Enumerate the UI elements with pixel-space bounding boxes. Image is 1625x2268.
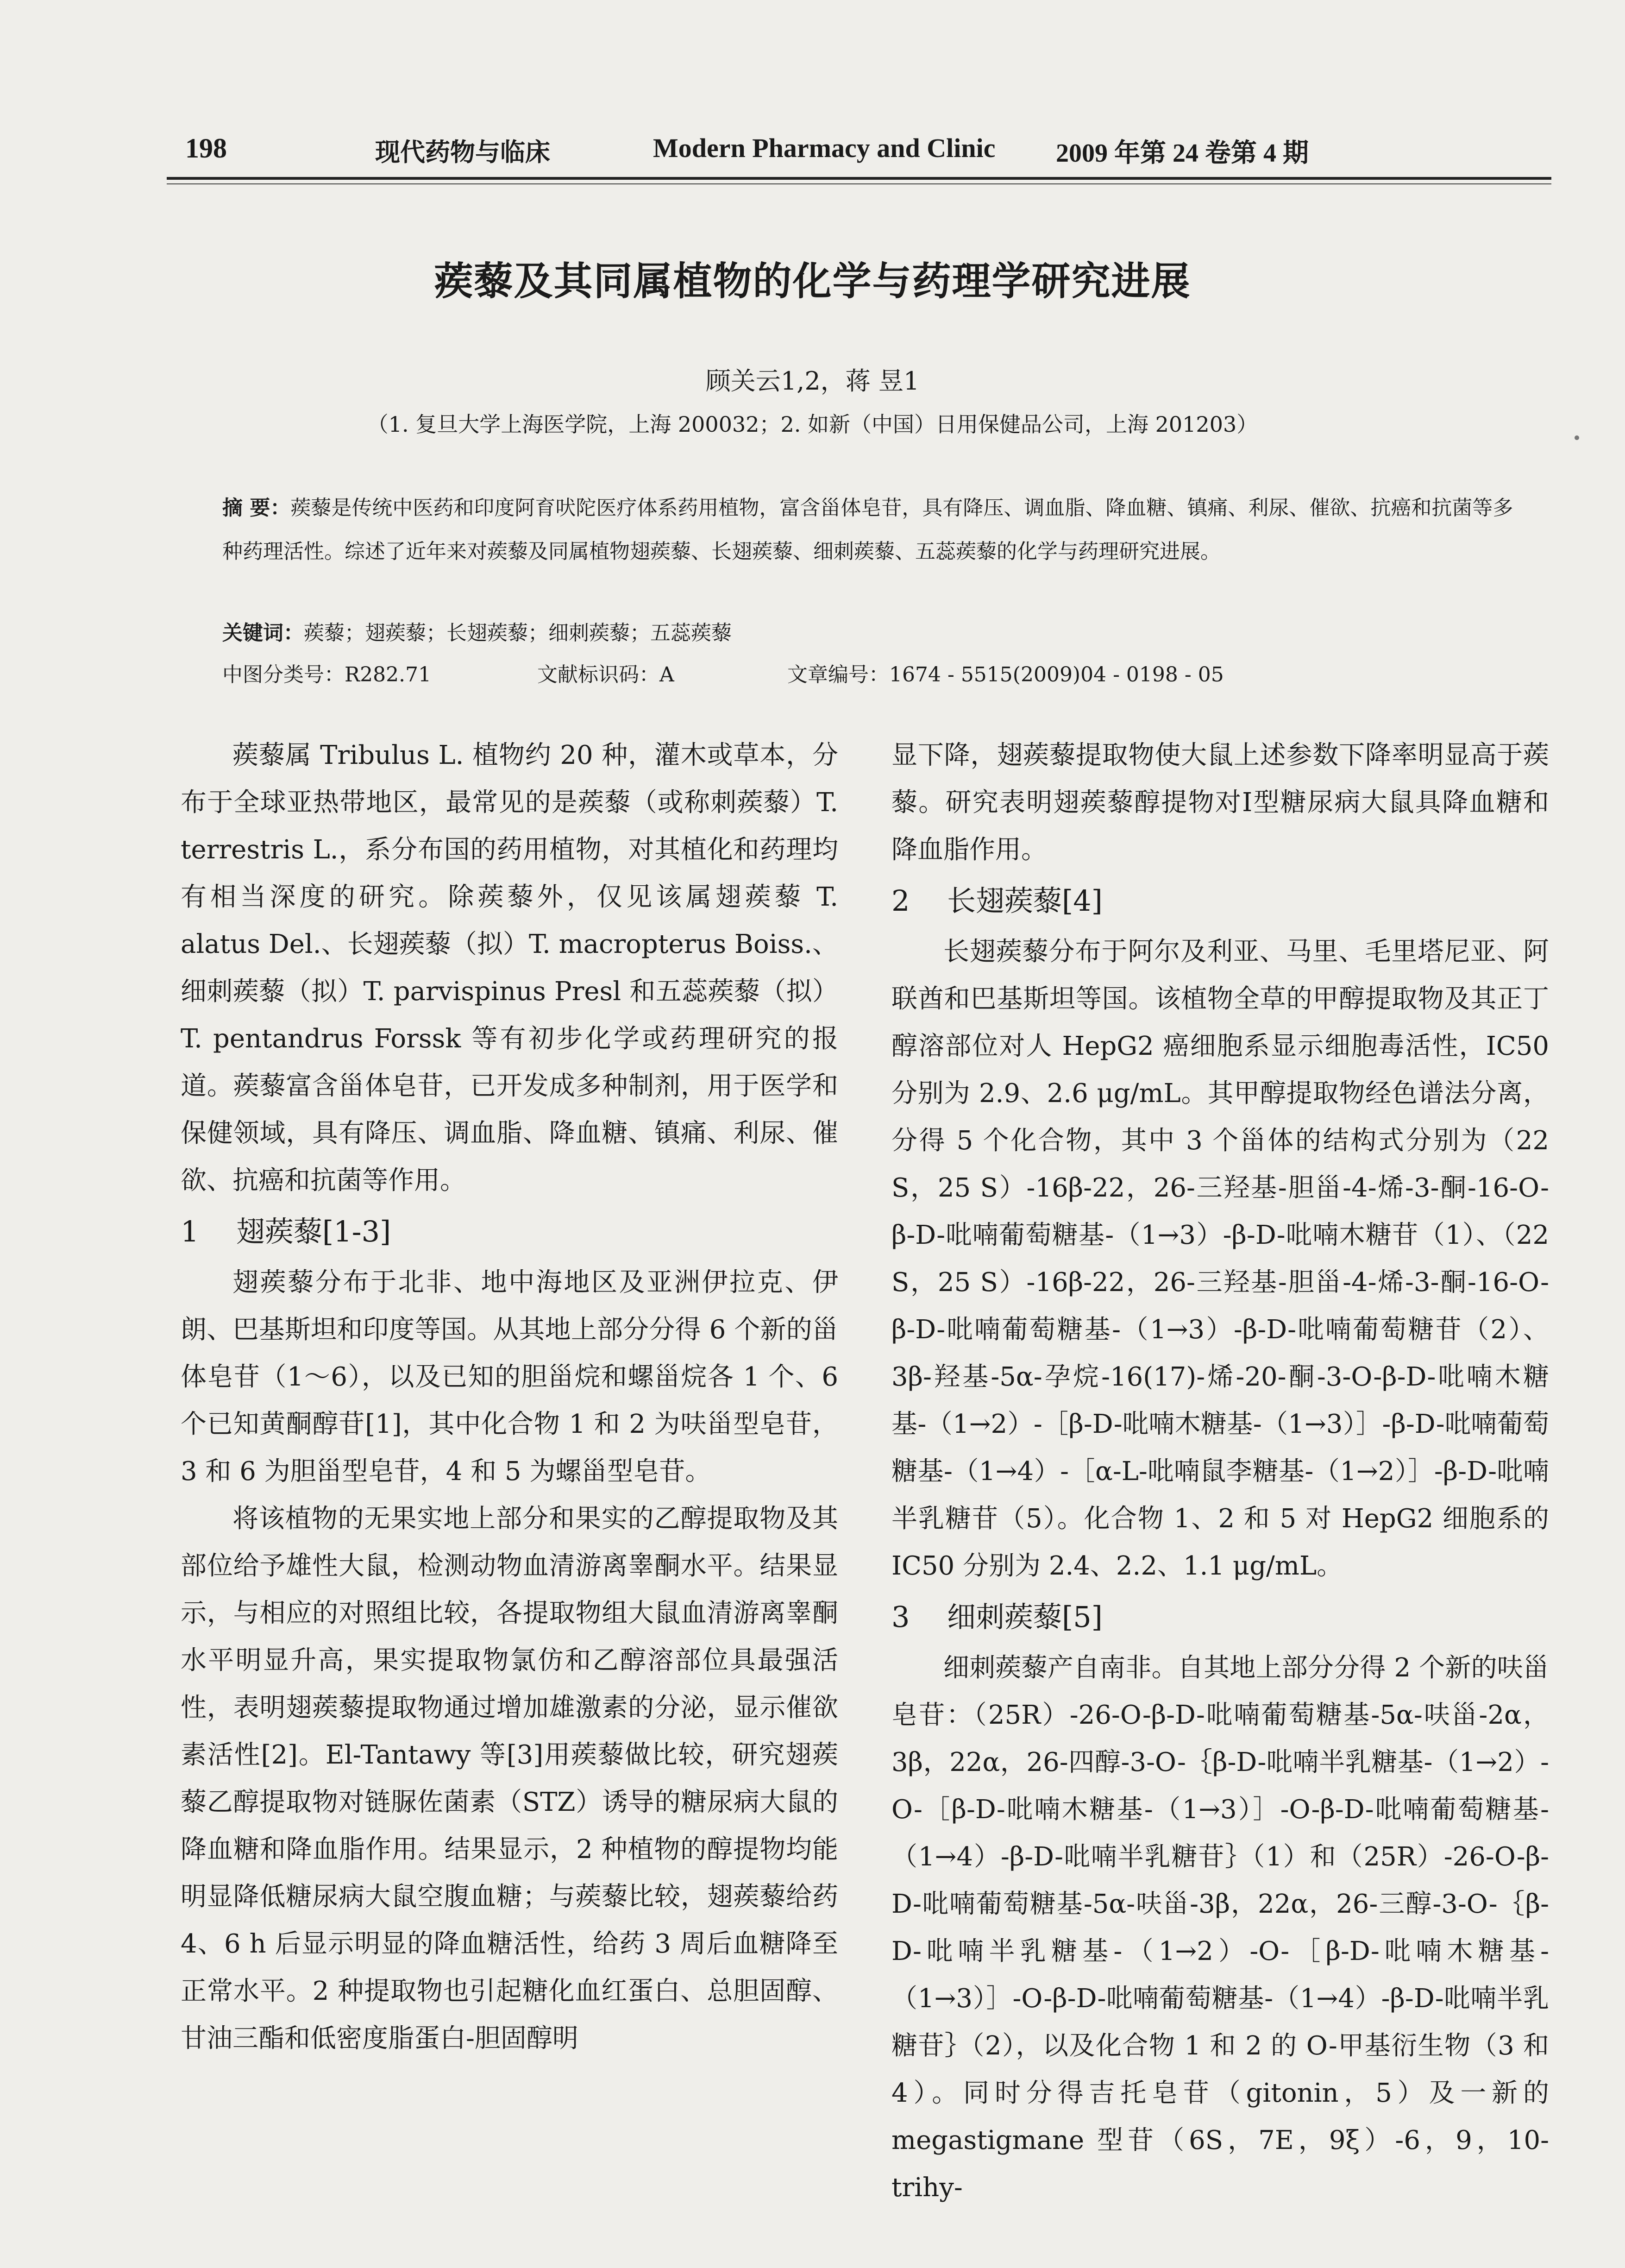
continued-paragraph: 显下降，翅蒺藜提取物使大鼠上述参数下降率明显高于蒺藜。研究表明翅蒺藜醇提物对Ⅰ型糖尿病大鼠具降血糖和降血脂作用。 <box>891 740 1549 865</box>
section-heading <box>891 1592 1549 1643</box>
keywords <box>222 616 732 646</box>
affiliations: （1. 复旦大学上海医学院，上海 200032；2. 如新（中国）日用保健品公司，上海 201203） <box>367 412 1258 437</box>
section-title: 翅蒺藜[1-3] <box>236 1215 391 1248</box>
document-code: 文献标识码：A <box>537 663 674 687</box>
scan-speck <box>1575 435 1579 440</box>
article-title: 蒺藜及其同属植物的化学与药理学研究进展 <box>434 258 1191 304</box>
left-column <box>181 732 838 2062</box>
body-paragraph: 将该植物的无果实地上部分和果实的乙醇提取物及其部位给予雄性大鼠，检测动物血清游离睾酮水平。结果显示，与相应的对照组比较，各提取物组大鼠血清游离睾酮水平明显升高，果实提取物氯仿和乙醇溶部位具最强活性，表明翅蒺藜提取物通过增加雄激素的分泌，显示催欲素活性[2]。El-Tantawy 等[3]用蒺藜做比较，研究翅蒺藜乙醇提取物对链脲佐菌素（STZ）诱导的糖尿病大鼠的降血糖和降血脂作用。结果显示，2 种植物的醇提物均能明显降低糖尿病大鼠空腹血糖；与蒺藜比较，翅蒺藜给药 4、6 h 后显示明显的降血糖活性，给药 3 周后血糖降至正常水平。2 种提取物也引起糖化血红蛋白、总胆固醇、甘油三酯和低密度脂蛋白-胆固醇明 <box>181 1504 838 2054</box>
section-number: 3 <box>891 1600 910 1634</box>
abstract-text: 蒺藜是传统中医药和印度阿育吠陀医疗体系药用植物，富含甾体皂苷，具有降压、调血脂、降血糖、镇痛、利尿、催欲、抗癌和抗菌等多种药理活性。综述了近年来对蒺藜及同属植物翅蒺藜、长翅蒺藜、细刺蒺藜、五蕊蒺藜的化学与药理研究进展。 <box>222 496 1513 563</box>
section-heading <box>891 876 1549 926</box>
keywords-text: 蒺藜；翅蒺藜；长翅蒺藜；细刺蒺藜；五蕊蒺藜 <box>304 621 732 645</box>
intro-paragraph: 蒺藜属 Tribulus L. 植物约 20 种，灌木或草本，分布于全球亚热带地区，最常见的是蒺藜（或称刺蒺藜）T. terrestris L.，系分布国的药用植物，对其植化和药理均有相当深度的研究。除蒺藜外，仅见该属翅蒺藜 T. alatus Del.、长翅蒺藜（拟）T. macropterus Boiss.、细刺蒺藜（拟）T. parvispinus Presl 和五蕊蒺藜（拟）T. pentandrus Forssk 等有初步化学或药理研究的报道。蒺藜富含甾体皂苷，已开发成多种制剂，用于医学和保健领域，具有降压、调血脂、降血糖、镇痛、利尿、催欲、抗癌和抗菌等作用。 <box>181 740 838 1196</box>
journal-name-cn: 现代药物与临床 <box>375 137 550 167</box>
abstract-label: 摘 要： <box>222 496 291 520</box>
section-title: 长翅蒺藜[4] <box>947 884 1103 918</box>
section-heading <box>181 1206 838 1257</box>
section-title: 细刺蒺藜[5] <box>947 1600 1103 1634</box>
journal-name-en: Modern Pharmacy and Clinic <box>653 133 996 163</box>
abstract <box>222 486 1528 573</box>
right-column <box>891 732 1549 2211</box>
page-number: 198 <box>185 133 227 164</box>
article-id: 文章编号：1674 - 5515(2009)04 - 0198 - 05 <box>787 663 1224 687</box>
authors: 顾关云1,2，蒋 昱1 <box>705 366 920 396</box>
clc-number: 中图分类号：R282.71 <box>222 663 432 687</box>
issue-info: 2009 年第 24 卷第 4 期 <box>1056 139 1309 168</box>
header-rule-thick <box>167 177 1551 180</box>
body-paragraph: 长翅蒺藜分布于阿尔及利亚、马里、毛里塔尼亚、阿联酋和巴基斯坦等国。该植物全草的甲醇提取物及其正丁醇溶部位对人 HepG2 癌细胞系显示细胞毒活性，IC50 分别为 2.9、2.6 μg/mL。其甲醇提取物经色谱法分离，分得 5 个化合物，其中 3 个甾体的结构式分别为（22 S，25 S）-16β-22，26-三羟基-胆甾-4-烯-3-酮-16-O-β-D-吡喃葡萄糖基-（1→3）-β-D-吡喃木糖苷（1）、（22 S，25 S）-16β-22，26-三羟基-胆甾-4-烯-3-酮-16-O-β-D-吡喃葡萄糖基-（1→3）-β-D-吡喃葡萄糖苷（2）、3β-羟基-5α-孕烷-16(17)-烯-20-酮-3-O-β-D-吡喃木糖基-（1→2）-［β-D-吡喃木糖基-（1→3）］-β-D-吡喃葡萄糖基-（1→4）-［α-L-吡喃鼠李糖基-（1→2）］-β-D-吡喃半乳糖苷（5）。化合物 1、2 和 5 对 HepG2 细胞系的 IC50 分别为 2.4、2.2、1.1 μg/mL。 <box>891 937 1549 1581</box>
header-rule-thin <box>167 183 1551 184</box>
body-paragraph: 翅蒺藜分布于北非、地中海地区及亚洲伊拉克、伊朗、巴基斯坦和印度等国。从其地上部分分得 6 个新的甾体皂苷（1～6），以及已知的胆甾烷和螺甾烷各 1 个、6 个已知黄酮醇苷[1]，其中化合物 1 和 2 为呋甾型皂苷，3 和 6 为胆甾型皂苷，4 和 5 为螺甾型皂苷。 <box>181 1267 838 1487</box>
body-paragraph: 细刺蒺藜产自南非。自其地上部分分得 2 个新的呋甾皂苷：（25R）-26-O-β-D-吡喃葡萄糖基-5α-呋甾-2α，3β，22α，26-四醇-3-O-｛β-D-吡喃半乳糖基-（1→2）-O-［β-D-吡喃木糖基-（1→3）］-O-β-D-吡喃葡萄糖基-（1→4）-β-D-吡喃半乳糖苷｝（1）和（25R）-26-O-β-D-吡喃葡萄糖基-5α-呋甾-3β，22α，26-三醇-3-O-｛β-D-吡喃半乳糖基-（1→2）-O-［β-D-吡喃木糖基-（1→3）］-O-β-D-吡喃葡萄糖基-（1→4）-β-D-吡喃半乳糖苷｝（2），以及化合物 1 和 2 的 O-甲基衍生物（3 和 4）。同时分得吉托皂苷（gitonin，5）及一新的 megastigmane 型苷（6S，7E，9ξ）-6，9，10-trihy- <box>891 1653 1549 2203</box>
keywords-label: 关键词： <box>222 621 304 645</box>
section-number: 1 <box>181 1215 199 1248</box>
running-header <box>185 132 1551 170</box>
classification-line <box>222 658 1528 690</box>
section-number: 2 <box>891 884 910 918</box>
